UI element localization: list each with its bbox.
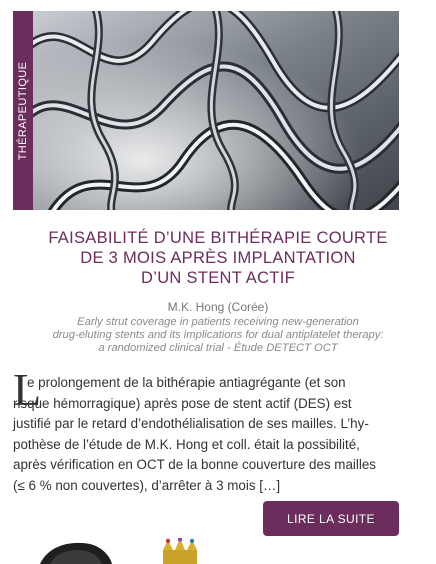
excerpt-line: après vérification en OCT de la bonne couverture des mailles (13, 457, 376, 472)
subtitle-line: drug-eluting stents and its implications for dual antiplatelet therapy: (52, 329, 384, 341)
excerpt-line: justifié par le retard d’endothélialisation de ses mailles. L’hy- (13, 416, 369, 431)
read-more-button[interactable]: LIRE LA SUITE (263, 501, 399, 536)
section-label: THÉRAPEUTIQUE (17, 61, 29, 160)
section-label-band (13, 11, 33, 210)
title-line: FAISABILITÉ D’UNE BITHÉRAPIE COURTE (48, 229, 388, 247)
excerpt-line: pothèse de l’étude de M.K. Hong et coll. était la possibilité, (13, 436, 360, 452)
hero-image (13, 11, 399, 210)
article-title[interactable] (0, 228, 436, 288)
study-subtitle (0, 316, 436, 355)
next-article-illustration (40, 538, 200, 564)
subtitle-line: Early strut coverage in patients receiving new-generation (77, 316, 359, 328)
title-line: DE 3 MOIS APRÈS IMPLANTATION (80, 249, 356, 267)
author-line: M.K. Hong (Corée) (167, 300, 269, 314)
excerpt-line: e prolongement de la bithérapie antiagrégante (et son (27, 375, 346, 390)
crown-icon (163, 538, 197, 564)
title-line: D’UN STENT ACTIF (141, 269, 295, 287)
article-excerpt (13, 364, 399, 496)
stent-illustration (33, 11, 399, 210)
excerpt-line: (≤ 6 % non couvertes), d’arrêter à 3 mois […] (13, 477, 281, 493)
subtitle-line: a randomized clinical trial - Étude DETECT OCT (98, 342, 338, 354)
drop-cap: L (13, 364, 42, 415)
excerpt-line: risque hémorragique) après pose de stent actif (DES) est (13, 395, 352, 411)
